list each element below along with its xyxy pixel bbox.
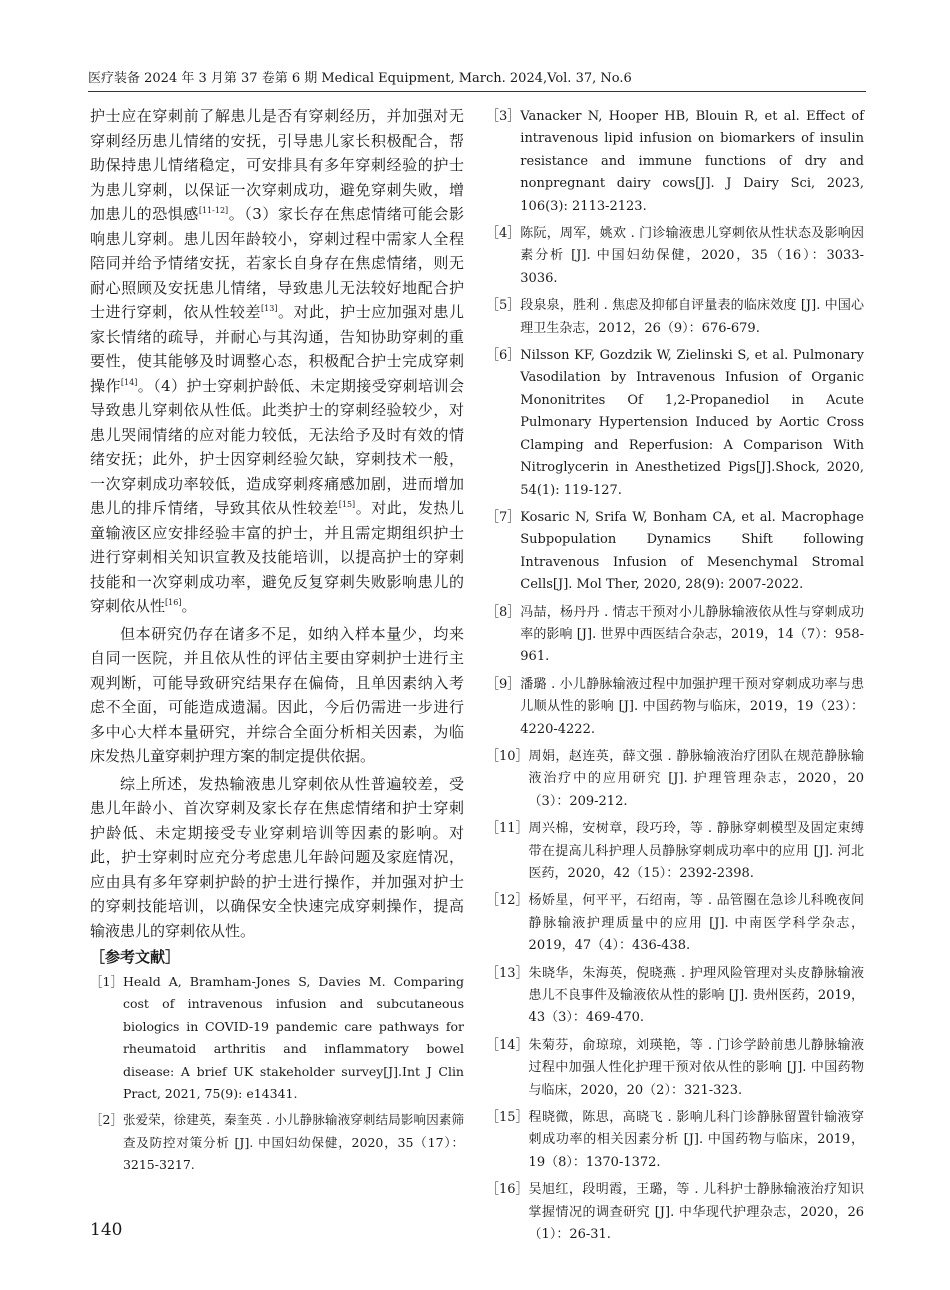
running-header: 医疗装备 2024 年 3 月第 37 卷第 6 期 Medical Equipment, March. 2024,Vol. 37, No.6 xyxy=(88,71,632,86)
citation[interactable]: [11-12] xyxy=(198,206,229,215)
reference-text: 陈阮，周军，姚欢 . 门诊输液患儿穿刺依从性状态及影响因素分析 [J]. 中国妇幼保健，2020，35（16）：3033-3036. xyxy=(520,226,864,286)
reference-text: 朱晓华，朱海英，倪晓燕 . 护理风险管理对头皮静脉输液患儿不良事件及输液依从性的影响 [J]. 贵州医药，2019，43（3）：469-470. xyxy=(528,965,864,1026)
reference-number: ［4］ xyxy=(486,226,521,242)
citation[interactable]: [16] xyxy=(165,598,182,607)
reference-item xyxy=(486,746,864,813)
reference-text: Nilsson KF, Gozdzik W, Zielinski S, et al. Pulmonary Vasodilation by Intravenous Infusion of Organic Mononitrites Of 1,2-Propanediol in Acute Pulmonary Hypertension Induced by Aortic Cross Clamping and Reperfusion: A Comparison With Nitroglycerin in Anesthetized Pigs[J].Shock, 2020, 54(1): 119-127. xyxy=(520,348,864,498)
reference-item xyxy=(486,963,864,1030)
reference-item xyxy=(486,106,864,218)
reference-number: ［3］ xyxy=(486,109,521,124)
reference-item xyxy=(486,674,864,741)
reference-text: 杨娇星，何平平，石绍南，等 . 品管圈在急诊儿科晚夜间静脉输液护理质量中的应用 [J]. 中南医学科学杂志，2019，47（4）：436-438. xyxy=(528,893,864,954)
body-paragraph-3: 综上所述，发热输液患儿穿刺依从性普遍较差，受患儿年龄小、首次穿刺及家长存在焦虑情绪和护士穿刺护龄低、未定期接受专业穿刺培训等因素的影响。对此，护士穿刺时应充分考虑患儿年龄问题及家庭情况，应由具有多年穿刺护龄的护士进行操作，并加强对护士的穿刺技能培训，以确保安全快速完成穿刺操作，提高输液患儿的穿刺依从性。 xyxy=(90,774,464,940)
reference-text: Kosaric N, Srifa W, Bonham CA, et al. Macrophage Subpopulation Dynamics Shift following Intravenous Infusion of Mesenchymal Stromal Cells[J]. Mol Ther, 2020, 28(9): 2007-2022. xyxy=(520,509,864,593)
reference-text: 周兴棉，安树章，段巧玲，等 . 静脉穿刺模型及固定束缚带在提高儿科护理人员静脉穿刺成功率中的应用 [J]. 河北医药，2020，42（15）：2392-2398. xyxy=(528,821,864,881)
reference-text: 潘璐 . 小儿静脉输液过程中加强护理干预对穿刺成功率与患儿顺从性的影响 [J]. 中国药物与临床，2019，19（23）：4220-4222. xyxy=(520,676,864,737)
reference-number: ［15］ xyxy=(486,1110,529,1126)
reference-number: ［5］ xyxy=(486,298,521,314)
reference-number: ［16］ xyxy=(486,1182,529,1198)
body-paragraph-1: 护士应在穿刺前了解患儿是否有穿刺经历，并加强对无穿刺经历患儿情绪的安抚，引导患儿家长积极配合，帮助保持患儿情绪稳定，可安排具有多年穿刺经验的护士为患儿穿刺，以保证一次穿刺成功，避免穿刺失败，增加患儿的恐惧感[11-12]。（3）家长存在焦虑情绪可能会影响患儿穿刺。患儿因年龄较小，穿刺过程中需家人全程陪同并给予情绪安抚，若家长自身存在焦虑情绪，则无耐心照顾及安抚患儿情绪，导致患儿无法较好地配合护士进行穿刺，依从性较差[13]。对此，护士应加强对患儿家长情绪的疏导，并耐心与其沟通，告知协助穿刺的重要性，使其能够及时调整心态，积极配合护士完成穿刺操作[14]。（4）护士穿刺护龄低、未定期接受穿刺培训会导致患儿穿刺依从性低。此类护士的穿刺经验较少，对患儿哭闹情绪的应对能力较低，无法给予及时有效的情绪安抚；此外，护士因穿刺经验欠缺，穿刺技术一般，一次穿刺成功率较低，造成穿刺疼痛感加剧，进而增加患儿的排斥情绪，导致其依从性较差[15]。对此，发热儿童输液区应安排经验丰富的护士，并且需定期组织护士进行穿刺相关知识宣教及技能培训，以提高护士的穿刺技能和一次穿刺成功率，避免反复穿刺失败影响患儿的穿刺依从性[16]。 xyxy=(90,107,464,615)
reference-number: ［13］ xyxy=(486,965,529,981)
reference-number: ［7］ xyxy=(486,509,521,525)
reference-text: 周娟，赵连英，薛文强 . 静脉输液治疗团队在规范静脉输液治疗中的应用研究 [J]. 护理管理杂志，2020，20（3）：209-212. xyxy=(528,748,864,809)
page-number: 140 xyxy=(90,1220,123,1240)
reference-item xyxy=(486,1179,864,1246)
reference-number: ［2］ xyxy=(90,1112,123,1128)
reference-item xyxy=(486,1035,864,1102)
body-paragraph-2: 但本研究仍存在诸多不足，如纳入样本量少，均来自同一医院，并且依从性的评估主要由穿刺护士进行主观判断，可能导致研究结果存在偏倚，且单因素纳入考虑不全面，可能造成遗漏。因此，今后仍需进一步进行多中心大样本量研究，并综合全面分析相关因素，为临床发热儿童穿刺护理方案的制定提供依据。 xyxy=(90,624,464,765)
right-column xyxy=(486,106,864,1252)
reference-number: ［14］ xyxy=(486,1037,529,1053)
header-divider xyxy=(88,91,866,92)
left-column xyxy=(90,104,464,1181)
reference-text: 程晓微，陈思，高晓飞 . 影响儿科门诊静脉留置针输液穿刺成功率的相关因素分析 [J]. 中国药物与临床，2019，19（8）：1370-1372. xyxy=(528,1110,864,1170)
reference-item xyxy=(486,345,864,502)
reference-number: ［10］ xyxy=(486,748,529,764)
reference-item xyxy=(486,507,864,597)
reference-text: Heald A, Bramham-Jones S, Davies M. Comparing cost of intravenous infusion and subcutaneous biologics in COVID-19 pandemic care pathways for rheumatoid arthritis and inflammatory bowel disease: A brief UK stakeholder survey[J].Int J Clin Pract, 2021, 75(9): e14341. xyxy=(122,974,464,1102)
reference-item xyxy=(486,818,864,885)
citation[interactable]: [14] xyxy=(120,377,138,387)
reference-number: ［9］ xyxy=(486,676,521,692)
reference-item xyxy=(486,890,864,957)
reference-number: ［12］ xyxy=(486,893,529,909)
reference-number: ［6］ xyxy=(486,348,521,364)
reference-item xyxy=(486,223,864,290)
reference-text: 冯喆，杨丹丹 . 情志干预对小儿静脉输液依从性与穿刺成功率的影响 [J]. 世界中西医结合杂志，2019，14（7）：958-961. xyxy=(520,604,864,665)
reference-text: 张爱荣，徐建英，秦奎英 . 小儿静脉输液穿刺结局影响因素筛查及防控对策分析 [J]. 中国妇幼保健，2020，35（17）：3215-3217. xyxy=(122,1112,464,1173)
citation[interactable]: [13] xyxy=(261,304,278,313)
reference-item xyxy=(90,971,464,1105)
reference-item xyxy=(486,1107,864,1174)
reference-number: ［8］ xyxy=(486,604,521,620)
reference-text: 段泉泉，胜利 . 焦虑及抑郁自评量表的临床效度 [J]. 中国心理卫生杂志，2012，26（9）：676-679. xyxy=(520,298,864,336)
reference-item xyxy=(90,1109,464,1176)
references-heading: ［参考文献］ xyxy=(90,948,181,966)
reference-text: 朱菊芬，俞琼琼，刘瑛艳，等 . 门诊学龄前患儿静脉输液过程中加强人性化护理干预对依从性的影响 [J]. 中国药物与临床，2020，20（2）：321-323. xyxy=(528,1037,864,1098)
reference-text: Vanacker N, Hooper HB, Blouin R, et al. Effect of intravenous lipid infusion on biomarkers of insulin resistance and immune functions of dry and nonpregnant dairy cows[J]. J Dairy Sci, 2023, 106(3): 2113-2123. xyxy=(520,109,864,214)
reference-item xyxy=(486,295,864,340)
reference-number: ［11］ xyxy=(486,821,529,837)
reference-item xyxy=(486,602,864,669)
reference-text: 吴旭红，段明霞，王璐，等 . 儿科护士静脉输液治疗知识掌握情况的调查研究 [J]. 中华现代护理杂志，2020，26（1）：26-31. xyxy=(528,1182,864,1243)
citation[interactable]: [15] xyxy=(338,500,356,509)
reference-number: ［1］ xyxy=(90,974,123,989)
